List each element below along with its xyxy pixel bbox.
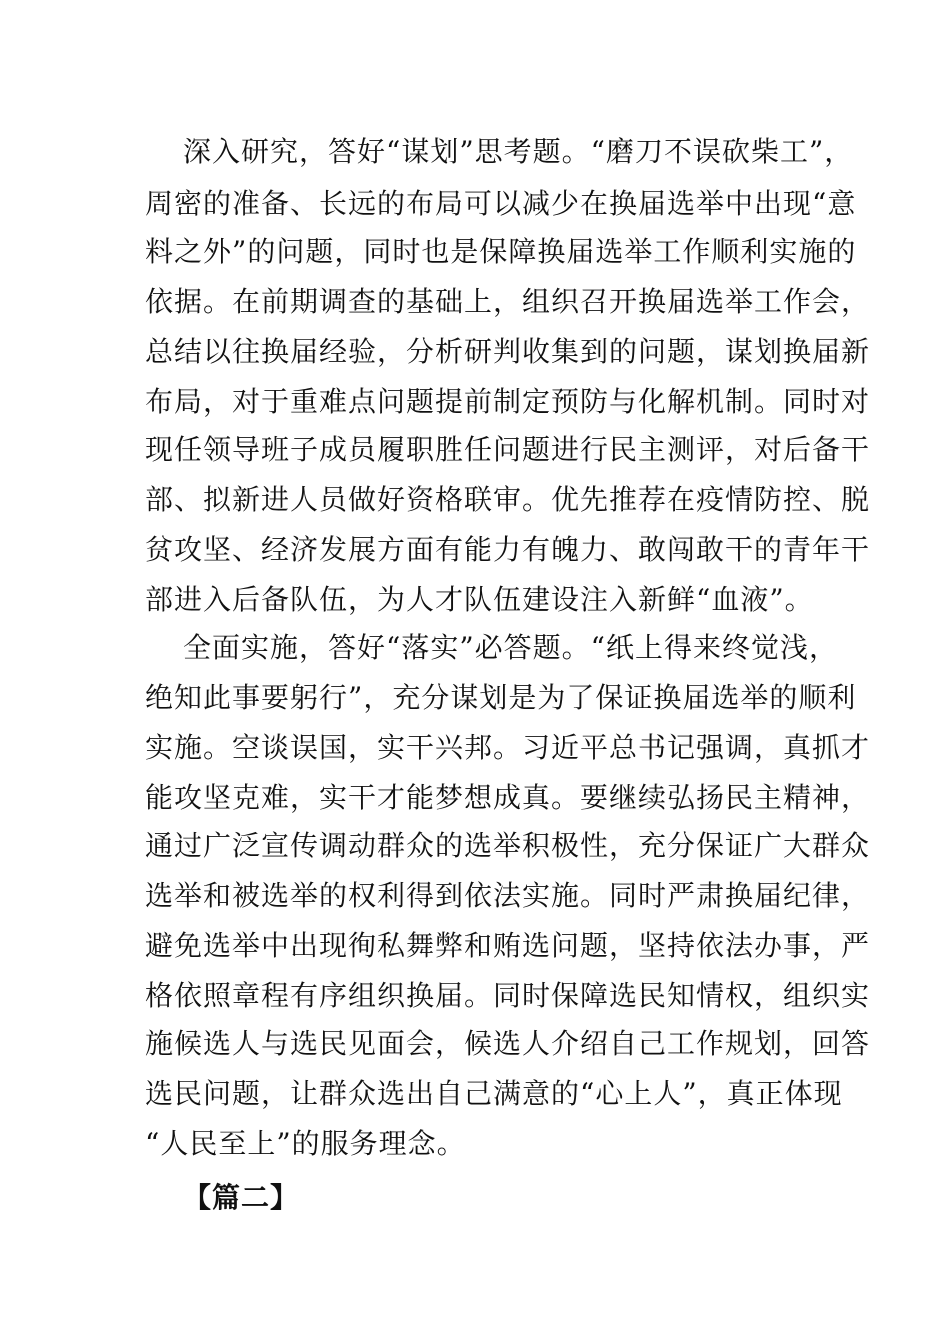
paragraph-2-line-8: 格依照章程有序组织换届。同时保障选民知情权，组织实 [145, 979, 871, 1012]
paragraph-1-line-9: 贫攻坚、经济发展方面有能力有魄力、敢闯敢干的青年干 [145, 533, 871, 566]
paragraph-1-line-3: 料之外”的问题，同时也是保障换届选举工作顺利实施的 [145, 235, 857, 268]
paragraph-1-line-6: 布局，对于重难点问题提前制定预防与化解机制。同时对 [145, 385, 871, 418]
paragraph-2-line-7: 避免选举中出现徇私舞弊和贿选问题，坚持依法办事，严 [145, 929, 871, 962]
paragraph-1-line-5: 总结以往换届经验，分析研判收集到的问题，谋划换届新 [145, 335, 871, 368]
paragraph-1-line-8: 部、拟新进人员做好资格联审。优先推荐在疫情防控、脱 [145, 483, 871, 516]
paragraph-2-line-9: 施候选人与选民见面会，候选人介绍自己工作规划，回答 [145, 1027, 871, 1060]
paragraph-2-line-11: “人民至上”的服务理念。 [145, 1127, 466, 1160]
paragraph-2-line-10: 选民问题，让群众选出自己满意的“心上人”，真正体现 [145, 1077, 843, 1110]
paragraph-1-line-4: 依据。在前期调查的基础上，组织召开换届选举工作会， [145, 285, 871, 318]
paragraph-2-line-3: 实施。空谈误国，实干兴邦。习近平总书记强调，真抓才 [145, 731, 871, 764]
paragraph-1-line-2: 周密的准备、长远的布局可以减少在换届选举中出现“意 [145, 187, 857, 220]
paragraph-2-line-2: 绝知此事要躬行”，充分谋划是为了保证换届选举的顺利 [145, 681, 857, 714]
paragraph-1-line-7: 现任领导班子成员履职胜任问题进行民主测评，对后备干 [145, 433, 871, 466]
paragraph-2-line-6: 选举和被选举的权利得到依法实施。同时严肃换届纪律， [145, 879, 871, 912]
paragraph-1-line-10: 部进入后备队伍，为人才队伍建设注入新鲜“血液”。 [145, 583, 814, 616]
paragraph-2-line-1: 全面实施，答好“落实”必答题。“纸上得来终觉浅， [183, 631, 838, 664]
paragraph-1-line-1: 深入研究，答好“谋划”思考题。“磨刀不误砍柴工”， [183, 135, 854, 168]
paragraph-2-line-4: 能攻坚克难，实干才能梦想成真。要继续弘扬民主精神， [145, 781, 871, 814]
section-heading: 【篇二】 [183, 1181, 300, 1214]
paragraph-2-line-5: 通过广泛宣传调动群众的选举积极性，充分保证广大群众 [145, 829, 871, 862]
